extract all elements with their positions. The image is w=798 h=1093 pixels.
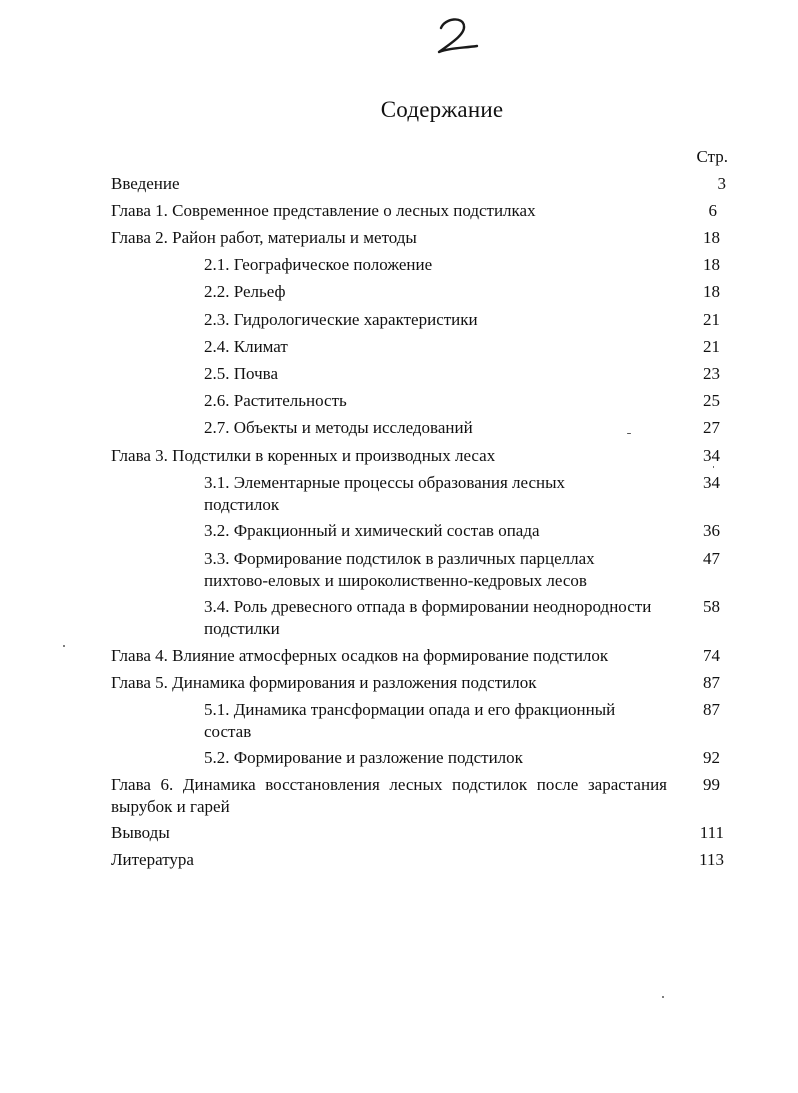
- toc-entry-page: 21: [703, 310, 720, 329]
- toc-entry-page: 58: [703, 597, 720, 616]
- toc-entry-title: 3.4. Роль древесного отпада в формировании неоднородности подстилки: [204, 597, 652, 638]
- toc-entry-title: Глава 3. Подстилки в коренных и производных лесах: [111, 446, 496, 465]
- toc-entry-title: Глава 5. Динамика формирования и разложения подстилок: [111, 673, 537, 692]
- toc-entry-page: 111: [699, 823, 724, 842]
- toc-entry-page: 87: [703, 673, 720, 692]
- page-column-header: Стр.: [696, 147, 728, 166]
- toc-entry-page: 21: [703, 337, 720, 356]
- toc-entry-page: 18: [703, 228, 720, 247]
- toc-entry-page: 87: [703, 700, 720, 719]
- toc-entry-page: 3: [717, 174, 726, 193]
- toc-entry-page: 27: [703, 418, 720, 437]
- toc-entry-page: 25: [703, 391, 720, 410]
- toc-entry-title: Глава 1. Современное представление о лесных подстилках: [111, 201, 536, 220]
- toc-entry-title: 2.1. Географическое положение: [204, 255, 433, 274]
- scan-speck: [627, 433, 631, 434]
- scan-speck: [63, 645, 65, 647]
- toc-entry-page: 18: [703, 282, 720, 301]
- toc-entry-title: 2.5. Почва: [204, 364, 278, 383]
- toc-entry-title: 3.3. Формирование подстилок в различных парцеллах пихтово-еловых и широколиственно-кедровых лесов: [204, 549, 595, 590]
- toc-entry-title: Глава 4. Влияние атмосферных осадков на формирование подстилок: [111, 646, 609, 665]
- toc-entry-title: 2.4. Климат: [204, 337, 288, 356]
- scan-speck: [662, 996, 664, 998]
- toc-entry-title: 2.3. Гидрологические характеристики: [204, 310, 478, 329]
- toc-entry-page: 23: [703, 364, 720, 383]
- toc-entry-page: 92: [703, 748, 720, 767]
- toc-entry-title: 3.1. Элементарные процессы образования лесных подстилок: [204, 473, 566, 514]
- toc-entry-title: 2.7. Объекты и методы исследований: [204, 418, 473, 437]
- toc-entry-title: 5.2. Формирование и разложение подстилок: [204, 748, 523, 767]
- toc-entry-page: 113: [699, 850, 724, 869]
- page-title: Содержание: [380, 97, 504, 122]
- toc-entry-page: 99: [703, 775, 720, 794]
- toc-entry-title: Введение: [111, 174, 180, 193]
- toc-entry-page: 18: [703, 255, 720, 274]
- toc-entry-title: Глава 6. Динамика восстановления лесных подстилок после зарастания вырубок и гарей: [111, 775, 667, 816]
- toc-entry-page: 47: [703, 549, 720, 568]
- scan-speck: [713, 466, 714, 468]
- toc-entry-title: Выводы: [111, 823, 170, 842]
- toc-entry-title: 3.2. Фракционный и химический состав опада: [204, 521, 540, 540]
- toc-entry-page: 6: [708, 201, 717, 220]
- toc-entry-page: 74: [703, 646, 720, 665]
- toc-entry-title: 5.1. Динамика трансформации опада и его фракционный состав: [204, 700, 616, 741]
- toc-entry-title: 2.6. Растительность: [204, 391, 347, 410]
- toc-entry-title: 2.2. Рельеф: [204, 282, 286, 301]
- toc-entry-title: Глава 2. Район работ, материалы и методы: [111, 228, 417, 247]
- toc-entry-page: 36: [703, 521, 720, 540]
- toc-entry-title: Литература: [111, 850, 194, 869]
- toc-entry-page: 34: [703, 446, 720, 465]
- toc-entry-page: 34: [703, 473, 720, 492]
